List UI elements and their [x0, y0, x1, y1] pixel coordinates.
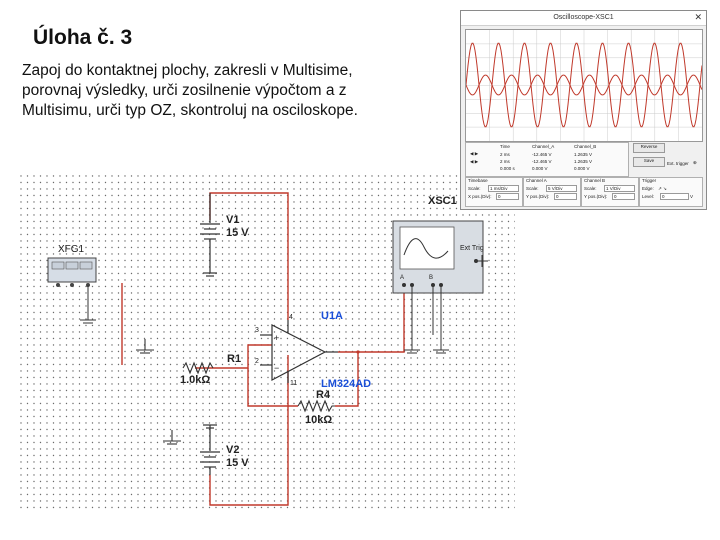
- trigger-level-field[interactable]: 0: [660, 193, 689, 200]
- trigger-edge-label: Edge:: [642, 186, 654, 191]
- save-button[interactable]: Save: [633, 157, 665, 167]
- oscilloscope-label: XSC1: [428, 195, 457, 207]
- timebase-scale-field[interactable]: 1 ms/Div: [488, 185, 519, 192]
- trigger-panel: [639, 177, 703, 207]
- timebase-xpos-label: X pos.(Div):: [468, 194, 492, 199]
- osc-ext-trig-label: Ext Trig: [460, 245, 484, 252]
- trigger-level-label: Level:: [642, 194, 655, 199]
- ext-trigger-label: Ext. trigger: [667, 161, 689, 166]
- r1-label: R1: [227, 353, 242, 365]
- readout-header-time: Time: [500, 144, 510, 149]
- timebase-scale-label: Scale:: [468, 186, 481, 191]
- multisim-schematic: [20, 175, 515, 510]
- cursor-arrow-icon[interactable]: ◀ ▶: [470, 151, 479, 156]
- function-generator-label: XFG1: [58, 244, 85, 255]
- timebase-xpos-field[interactable]: 0: [496, 193, 519, 200]
- oscilloscope-titlebar: [461, 11, 706, 26]
- readout-cell: 0.000 s: [500, 166, 515, 171]
- readout-header-channel-a: Channel_A: [532, 144, 555, 149]
- readout-header-channel-b: Channel_B: [574, 144, 597, 149]
- channel-a-panel: [523, 177, 581, 207]
- v1-value: 15 V: [226, 227, 249, 239]
- trigger-label: Trigger: [642, 178, 657, 183]
- r1-value: 1.0kΩ: [180, 374, 211, 386]
- channel-b-label: Channel B: [584, 178, 606, 183]
- reverse-button[interactable]: Reverse: [633, 143, 665, 153]
- oscilloscope-screen: [465, 29, 703, 142]
- channel-a-ypos-label: Y pos.(Div):: [526, 194, 550, 199]
- channel-a-scale-label: Scale:: [526, 186, 539, 191]
- channel-a-ypos-field[interactable]: 0: [554, 193, 577, 200]
- output-node: [356, 350, 359, 353]
- readout-panel: [465, 142, 629, 177]
- r4-value: 10kΩ: [305, 414, 333, 426]
- close-icon[interactable]: ✕: [694, 12, 702, 22]
- opamp-plus: +: [274, 333, 280, 343]
- readout-cell: 2 ms: [500, 152, 510, 157]
- v2-value: 15 V: [226, 457, 249, 469]
- readout-cell: 1.2635 V: [574, 152, 593, 157]
- slide-title: Úloha č. 3: [33, 26, 133, 49]
- readout-cell: 1.2635 V: [574, 159, 593, 164]
- opamp-pin-3: 3: [255, 327, 259, 334]
- task-description: [22, 61, 432, 121]
- readout-cell: -12.465 V: [532, 152, 552, 157]
- readout-cell: 0.000 V: [574, 166, 590, 171]
- cursor-arrow-icon[interactable]: ◀ ▶: [470, 159, 479, 164]
- timebase-panel: [465, 177, 523, 207]
- opamp-pin-11: 11: [290, 380, 298, 387]
- channel-a-label: Channel A: [526, 178, 547, 183]
- timebase-label: Timebase: [468, 178, 488, 183]
- osc-channel-b-label: B: [429, 275, 434, 281]
- trigger-level-unit: V: [690, 194, 694, 199]
- opamp-pin-2: 2: [255, 358, 259, 365]
- channel-b-ypos-field[interactable]: 0: [612, 193, 635, 200]
- task-line: Multisimu, urči typ OZ, skontroluj na osciloskope.: [22, 102, 358, 119]
- osc-channel-a-label: A: [400, 275, 405, 281]
- trigger-edge-rising-icon[interactable]: ↗ ↘: [658, 186, 667, 191]
- opamp-name: U1A: [321, 310, 344, 322]
- oscilloscope-title: Oscilloscope-XSC1: [553, 14, 614, 21]
- channel-b-ypos-label: Y pos.(Div):: [584, 194, 608, 199]
- channel-b-panel: [581, 177, 639, 207]
- channel-a-scale-field[interactable]: 5 V/Div: [546, 185, 577, 192]
- channel-b-scale-field[interactable]: 1 V/Div: [604, 185, 635, 192]
- r4-label: R4: [316, 389, 331, 401]
- readout-cell: 2 ms: [500, 159, 510, 164]
- readout-cell: -12.465 V: [532, 159, 552, 164]
- opamp-minus: −: [274, 363, 280, 373]
- channel-b-scale-label: Scale:: [584, 186, 597, 191]
- opamp-part: LM324AD: [321, 378, 372, 390]
- screen-grid: [466, 30, 702, 141]
- ext-trigger-terminal-icon[interactable]: ⊕: [693, 160, 697, 165]
- v2-label: V2: [226, 444, 240, 456]
- task-line: Zapoj do kontaktnej plochy, zakresli v Multisime,: [22, 62, 353, 79]
- task-line: porovnaj výsledky, urči zosilnenie výpočtom a z: [22, 82, 347, 99]
- readout-cell: 0.000 V: [532, 166, 548, 171]
- opamp-pin-4: 4: [289, 314, 293, 321]
- v1-label: V1: [226, 214, 240, 226]
- oscilloscope-window: [460, 10, 707, 210]
